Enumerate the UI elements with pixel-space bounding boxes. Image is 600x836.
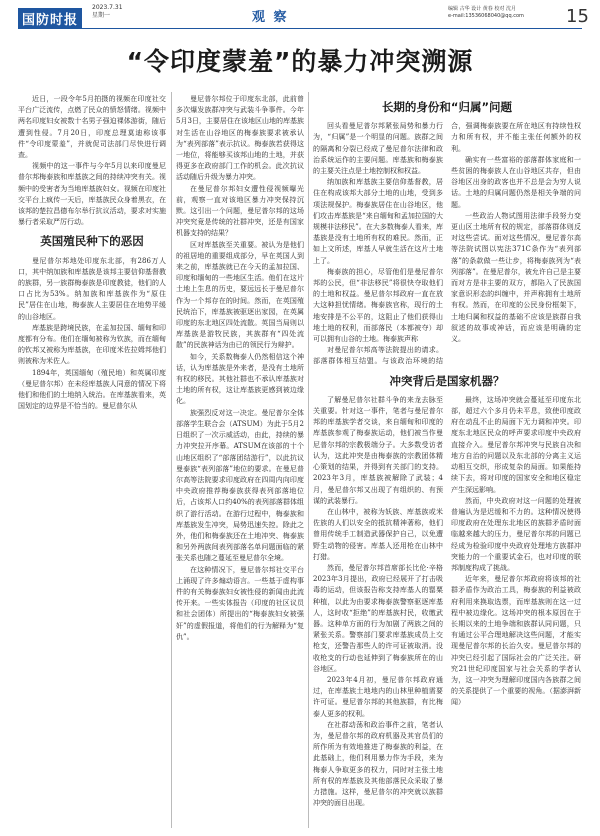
article-paragraph: 确实有一些富裕的部落群体家庭和一些贫困的梅泰族人在山谷地区共存，但由谷地区出身的政客也并不总是会为穷人说话。土地的归属问题仍然是相关争端的问题。 (451, 155, 581, 209)
issue-date: 2023.7.31 (92, 4, 123, 11)
article-paragraph: 族强烈反对这一决定。曼尼普尔全体部落学生联合会（ATSUM）为此于5月2日组织了一次示威活动，由此，持续的暴力冲突拉开序幕。ATSUM在该部的十个山地区组织了“部落团结游行”，以此抗议曼泰族“表列部落”地位的要求。在曼尼普尔高等法院要求印度政府在四周内向印度中央政府推荐梅泰族获得表列部落地位后，占该邦人口约40%的表列部落群体组织了游行活动。在游行过程中，梅泰族和库基族发生冲突，局势迅速失控。除此之外，他们和梅泰族还在土地冲突、梅泰族和另外两族间表列部落名单问题面临的紧张关系也随之蔓延至曼尼普尔全境。 (176, 408, 304, 563)
article-paragraph: 区对库基族至关重要。被认为是他们的祖居地的重要组成部分，早在英国人到来之前，库基族就已在今天的孟加拉国、印度和缅甸的一些地区生活。他们在这片土地上生息的历史，要远远长于曼尼普尔作为一个邦存在的时间。然而，在英国殖民统治下，库基族被驱逐出家园，在英属印度的东北地区四处流散。英国当局则以库基族是游牧民族，其族群有“四处流散”的民族神话为由已的领民行为辩护。 (176, 240, 304, 350)
article-paragraph: 曼尼普尔邦位于印度东北部，此前曾多次爆发族群冲突与武装斗争事件。今年5月3日，主要居住在该地区山地的库基族对生活在山谷地区的梅泰族要求被承认为“表列部落”表示抗议。梅泰族若获得这一地位，将能够买该邦山地的土地，并获得更多在政府部门工作的机会。此次抗议活动随后升级为暴力冲突。 (176, 95, 304, 182)
column-divider-1 (171, 92, 172, 828)
section-heading: 冲突背后是国家机器？ (389, 373, 505, 388)
article-paragraph: 回头看曼尼普尔邦紧张局势和暴力行为，“归属”是一个明显的问题。族群之间的隔离和分裂已经成了曼尼普尔法律和政治系统运作的主要问题。库基族和梅泰族的主要关注点是土地控制权和权益。 (313, 122, 443, 176)
editors-line: 编辑 古华 设计 黄春 校对 沈月 (448, 6, 516, 12)
column-divider-2 (308, 92, 309, 828)
article-paragraph: 曼尼普尔邦地处印度东北部，有286万人口，其中纳加族和库基族是该邦主要信仰基督教的族群，另一族群梅泰族是印度教徒，他们的人口占比为53%。纳加族和库基族作为“原住民”居住在山地，梅泰族人主要居住在地势平缓的山谷地区。 (18, 256, 166, 321)
article-column-1 (18, 94, 166, 828)
section-heading: 长期的身份和“归属”问题 (381, 100, 513, 114)
section-heading: 英国殖民种下的恶因 (40, 234, 144, 249)
article-paragraph: 2023年4月初，曼尼普尔邦政府通过，在库基族土地地内的山林里种植需要许可证。曼尼普尔邦的其他族群，有比梅泰人更多的权利。 (313, 675, 443, 718)
article-paragraph: 视频中的这一事件与今年5月以来印度曼尼普尔邦梅泰族和库基族之间的持续冲突有关。视频中的受害者为当地库基族妇女。视频在印度社交平台上疯传一天后，库基族民众身着黑衣，在该邦的楚拉昌德布尔举行抗议活动，要求对实施暴行者采取严厉行动。 (18, 162, 166, 227)
article-title: “令印度蒙羞”的暴力冲突溯源 (126, 47, 474, 76)
article-paragraph: 在这种情况下，曼尼普尔邦社交平台上涌现了许多煽动语言。一些基于虚构事件的有关梅泰族妇女被性侵的新闻由此流传开来。一些实体报告（印度的社区议员和社会团体）所提出的“梅泰族妇女被强奸”的虚假报道，将他们的行为解释为“复仇”。 (176, 565, 304, 641)
article-paragraph: 在社群动荡和政治事件之前，笔者认为，曼尼普尔邦的政府机器及其官员们的所作所为有效地推进了梅泰族的利益，在此基础上，他们利用暴力作为手段，来为梅泰人争取更多的权力，同时对主张土地所有权的库基族及其他部落民众采取了暴力措施。这样，曼尼普尔的冲突就以族群冲突的面目出现。 (313, 720, 443, 808)
article-paragraph: 最终，这场冲突就会蔓延至印度东北部，超过六个多月仍未平息，致使印度政府在动乱不止的局面下无力调和冲突。印度东北地区民众的呼声要求印度中央政府直接介入。曼尼普尔邦冲突与民族自决和地方自治的问题以及东北部的分离主义运动相互交织，形成复杂的局面。如果能持续下去，将对印度的国家安全和地区稳定产生深远影响。 (451, 395, 581, 494)
page-number: 15 (566, 6, 589, 27)
header-rule (18, 28, 582, 29)
section-name: 观 察 (252, 10, 289, 25)
issue-weekday: 星期一 (92, 12, 111, 19)
article-paragraph: 如今，关系数梅泰人仍然相信这个神话，认为库基族是外来者，是没有土地所有权的移民。其他社群也不承认库基族对土地的所有权，这让库基族更感到被边缘化。 (176, 352, 304, 406)
article-paragraph: 然而，曼尼普尔邦首席部长比伦·辛格2023年3月提出，政府已经展开了打击吸毒的运动，但该报告称支持库基人的罂粟种植，以此为由要求梅泰族警察驱逐库基人，这时收“拒绝”的库基族村民，收缴武器。这种单方面的行为加剧了两族之间的紧张关系。警察部门要求库基族成员上交枪支，还警告那些人的许可证被取消。没收枪支的行动也延伸到了梅泰族所在的山谷地区。 (313, 563, 443, 673)
article-paragraph: 1894年，英国缅甸（殖民地）和英属印度（曼尼普尔邦）在未经库基族人同意的情况下将他们和他们的土地纳入统治。在库基族看来，英国划定的边界是不恰当的。曼尼普尔从 (18, 368, 166, 411)
article-paragraph: 然而，中央政府对这一问题的处理被普遍认为是迟缓和不力的。这种情况使得印度政府在处理东北地区的族群矛盾时面临越来越大的压力，曼尼普尔邦的问题已经成为检验印度中央政府处理地方族群冲突能力的一个重要试金石，也对印度的联邦制度构成了挑战。 (451, 496, 581, 572)
email-line: e-mail:13536068040@qq.com (448, 13, 524, 19)
article-paragraph: 纳加族和库基族主要信仰基督教，居住在构成该邦大部分土地的山地，受到多项法规保护。梅泰族居住在山谷地区，他们攻击库基族是“来自缅甸和孟加拉国的大规模非法移民”。在大多数梅泰人看来，库基族是没有土地所有权的难民。然而，正如上文所述，库基人早就生活在这片土地上了。 (313, 178, 443, 265)
article-paragraph: 一些政治人物试图用法律手段努力变更山区土地所有权的规定，部落群体则反对这些尝试。面对这些情况，曼尼普尔高等法院试图以宪法371C条作为“表列部落”的条款做一些让步，将梅泰族列为“表列部落”。在曼尼普尔，被允许自己是主要而对方是非主要的双方，都陷入了民族国家意识形态的纠缠中，并声称拥有土地所有权。然而，在印度的公民身份框架下，土地归属和权益的基础不应该是族群自我叙述的故事或神话，而应该是明确的定义。 (451, 211, 581, 344)
newspaper-logo: 国防时报 (18, 8, 82, 29)
article-paragraph: 对曼尼普尔邦高等法院提出的请求。部落群体相互结盟。与该政治环境的结合，强调梅泰族要在所在地区有持续性权力和所有权，并不能主张任何额外的权利。 (313, 122, 581, 366)
editor-credits (448, 6, 524, 20)
article-column-3 (313, 94, 581, 828)
article-paragraph: 在山林中，被称为妖族、库基族或米佐族的人们以安全的抵抗精神著称，他们曾用传统手工制造武器保护自己，以免遭野生动物的侵害。库基人还用枪在山林中打猎。 (313, 507, 443, 561)
article-paragraph: 了解曼尼普尔社群斗争的来龙去脉至关重要。针对这一事件，笔者与曼尼普尔邦的库基族学者交谈，来自缅甸和印度的库基族参观了梅泰族运动，他们被当作曼尼普尔邦的宗教极端分子。大多数受访者认为，这此冲突是由梅泰族的宗教团体精心策划的结果，并得到有关部门的支持。2023年3月，库基族被解除了武装；4月，曼尼普尔邦又出现了有组织的、有预谋的武装暴行。 (313, 395, 443, 505)
page-header (0, 0, 600, 30)
issue-date-block (92, 4, 123, 20)
article-paragraph: 在曼尼普尔邦妇女遭性侵视频曝光前，观察一直对该地区暴力冲突保持沉默。这引出一个问题，曼尼普尔邦的这场冲突究竟是传统的社群冲突，还是有国家机器支持的结果？ (176, 184, 304, 238)
article-paragraph: 梅泰族的担心，尽管他们是曼尼普尔邦的公民，但“非法移民”将很快夺取他们的土地和权益。曼尼普尔邦政府一直在放大这种担忧情绪。梅泰族官称，现行的土地安排是不公平的，这阻止了他们获得山地土地的权利，而部落民（本都被夺）却可以拥有山谷的土地。梅泰族声称 (313, 267, 443, 344)
article-paragraph: 库基族是跨境民族，在孟加拉国、缅甸和印度都有分布。他们在缅甸被称为钦族，而在缅甸的钦邦又被称为库基族，在印度米佐拉姆邦他们则被称为米佐人。 (18, 323, 166, 366)
article-paragraph: 近年来，曼尼普尔邦政府将该邦的社群矛盾作为政治工具，梅泰族的利益被政府利用来换取选票，而库基族则在这一过程中被边缘化。这场冲突的根本原因在于长期以来的土地争端和族群认同问题，只有通过公平合理地解决这些问题，才能实现曼尼普尔邦的长治久安。曼尼普尔邦的冲突已经引起了国际社会的广泛关注。研究21世纪印度国家与社会关系的学者认为，这一冲突为理解印度国内各族群之间的关系提供了一个重要的视角。（据澎湃新闻） (451, 575, 581, 707)
article-column-2 (176, 94, 304, 828)
article-paragraph: 近日，一段令年5月拍摄的视频在印度社交平台广泛流传，点燃了民众的愤怒情绪。视频中两名印度妇女被数十名男子强迫裸体游街，随后遭到性侵。7月20日，印度总理莫迪称该事件“令印度蒙羞”，并就促司法部门尽快进行调查。 (18, 95, 166, 160)
